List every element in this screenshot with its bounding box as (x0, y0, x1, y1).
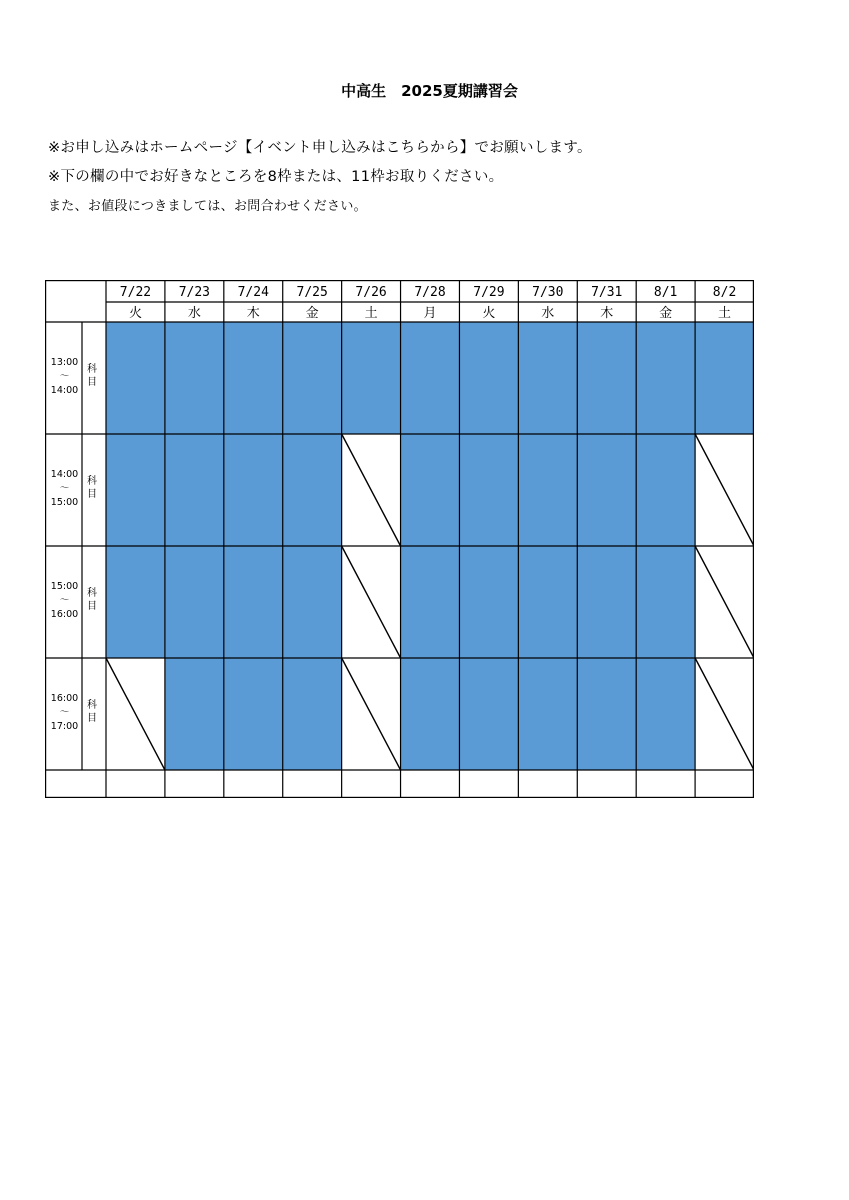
time-end: 14:00 (50, 385, 79, 396)
subject-label: 科 (87, 588, 97, 599)
available-slot-7-24-1600 (224, 658, 283, 770)
available-slot-7-25-1400 (283, 434, 342, 546)
schedule-table (45, 280, 754, 798)
time-start: 14:00 (50, 469, 79, 480)
available-slot-7-31-1600 (577, 658, 636, 770)
available-slot-8-1-1400 (636, 434, 695, 546)
subject-label: 科 (87, 476, 97, 487)
available-slot-7-28-1300 (401, 322, 460, 434)
available-slot-7-26-1300 (342, 322, 401, 434)
date-header: 7/22 (119, 285, 152, 300)
time-start: 16:00 (50, 693, 79, 704)
date-header: 8/2 (712, 285, 737, 300)
unavailable-slash-8-2-1400 (695, 434, 754, 546)
available-slot-7-25-1300 (283, 322, 342, 434)
available-slot-7-29-1300 (459, 322, 518, 434)
available-slot-7-24-1500 (224, 546, 283, 658)
available-slot-7-28-1500 (401, 546, 460, 658)
available-slot-7-30-1600 (518, 658, 577, 770)
time-end: 16:00 (50, 609, 79, 620)
unavailable-slash-7-26-1600 (342, 658, 401, 770)
date-header: 7/25 (296, 285, 328, 300)
notice-price-inquiry: また、お値段につきましては、お問合わせください。 (48, 199, 367, 214)
weekday-header: 木 (600, 306, 614, 321)
weekday-header: 火 (128, 306, 142, 321)
available-slot-7-30-1300 (518, 322, 577, 434)
unavailable-slash-7-22-1600 (106, 658, 165, 770)
available-slot-7-23-1600 (165, 658, 224, 770)
available-slot-7-24-1400 (224, 434, 283, 546)
available-slot-7-22-1300 (106, 322, 165, 434)
weekday-header: 金 (659, 306, 673, 321)
available-slot-7-23-1500 (165, 546, 224, 658)
available-slot-8-2-1300 (695, 322, 754, 434)
available-slot-7-22-1500 (106, 546, 165, 658)
time-separator: ～ (59, 707, 70, 718)
available-slot-7-23-1400 (165, 434, 224, 546)
available-slot-7-28-1400 (401, 434, 460, 546)
date-header: 8/1 (653, 285, 678, 300)
weekday-header: 土 (718, 306, 732, 321)
weekday-header: 水 (187, 306, 201, 321)
time-separator: ～ (59, 371, 70, 382)
available-slot-8-1-1600 (636, 658, 695, 770)
subject-label: 目 (87, 601, 97, 612)
weekday-header: 月 (423, 306, 437, 321)
date-header: 7/28 (414, 285, 446, 300)
subject-label: 目 (87, 713, 97, 724)
weekday-header: 金 (305, 306, 319, 321)
page-title: 中高生 2025夏期講習会 (341, 82, 518, 100)
subject-label: 科 (87, 364, 97, 375)
available-slot-7-31-1500 (577, 546, 636, 658)
available-slot-7-31-1400 (577, 434, 636, 546)
time-end: 15:00 (50, 497, 79, 508)
time-start: 13:00 (50, 357, 79, 368)
unavailable-slash-7-26-1400 (342, 434, 401, 546)
subject-label: 目 (87, 377, 97, 388)
available-slot-7-22-1400 (106, 434, 165, 546)
weekday-header: 水 (541, 306, 555, 321)
unavailable-slash-7-26-1500 (342, 546, 401, 658)
date-header: 7/29 (473, 285, 505, 300)
notice-slot-selection: ※下の欄の中でお好きなところを8枠または、11枠お取りください。 (48, 169, 504, 185)
available-slot-7-29-1400 (459, 434, 518, 546)
available-slot-7-29-1500 (459, 546, 518, 658)
subject-label: 目 (87, 489, 97, 500)
available-slot-7-23-1300 (165, 322, 224, 434)
time-start: 15:00 (50, 581, 79, 592)
date-header: 7/24 (237, 285, 269, 300)
subject-label: 科 (87, 700, 97, 711)
weekday-header: 土 (364, 306, 378, 321)
available-slot-7-31-1300 (577, 322, 636, 434)
available-slot-8-1-1300 (636, 322, 695, 434)
available-slot-7-28-1600 (401, 658, 460, 770)
unavailable-slash-8-2-1500 (695, 546, 754, 658)
available-slot-7-25-1600 (283, 658, 342, 770)
available-slot-7-25-1500 (283, 546, 342, 658)
date-header: 7/23 (178, 285, 211, 300)
date-header: 7/30 (532, 285, 564, 300)
date-header: 7/31 (591, 285, 623, 300)
time-separator: ～ (59, 595, 70, 606)
available-slot-7-30-1400 (518, 434, 577, 546)
unavailable-slash-8-2-1600 (695, 658, 754, 770)
time-separator: ～ (59, 483, 70, 494)
weekday-header: 木 (246, 306, 260, 321)
available-slot-7-29-1600 (459, 658, 518, 770)
available-slot-7-24-1300 (224, 322, 283, 434)
time-end: 17:00 (50, 721, 79, 732)
notice-application: ※お申し込みはホームページ【イベント申し込みはこちらから】でお願いします。 (48, 140, 592, 156)
date-header: 7/26 (355, 285, 387, 300)
available-slot-8-1-1500 (636, 546, 695, 658)
weekday-header: 火 (482, 306, 496, 321)
available-slot-7-30-1500 (518, 546, 577, 658)
